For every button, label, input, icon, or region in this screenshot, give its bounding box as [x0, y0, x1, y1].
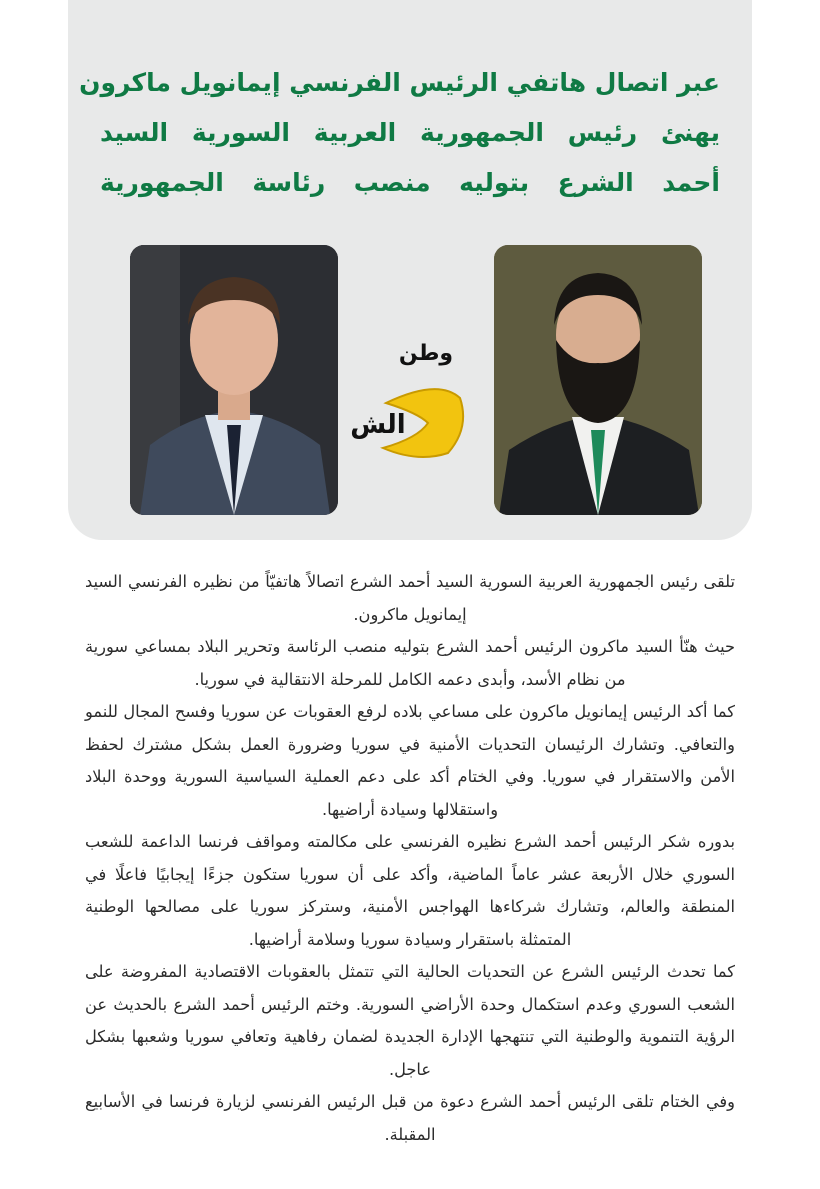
photo-macron: [130, 245, 338, 515]
article-paragraph: تلقى رئيس الجمهورية العربية السورية السيد أحمد الشرع اتصالاً هاتفيّاً من نظيره الفرنسي السيد إيمانويل ماكرون.: [85, 572, 735, 624]
article-paragraph: كما تحدث الرئيس الشرع عن التحديات الحالية التي تتمثل بالعقوبات الاقتصادية المفروضة على الشعب السوري وعدم استكمال وحدة الأراضي السورية. وختم الرئيس أحمد الشرع بالحديث عن الرؤية التنموية والوطنية التي تنتهجها الإدارة الجديدة لضمان رفاهية وتعافي سوريا وشعبها بشكل عاجل.: [85, 962, 735, 1079]
article-paragraph: بدوره شكر الرئيس أحمد الشرع نظيره الفرنسي على مكالمته ومواقف فرنسا الداعمة للشعب السوري خلال الأربعة عشر عاماً الماضية، وأكد على أن سوريا ستكون جزءًا إيجابيًا فاعلًا في المنطقة والعالم، وتشارك شركاءها الهواجس الأمنية، وسترکز سوريا على مصالحها الوطنية المتمثلة باستقرار وسيادة سوريا وسلامة أراضيها.: [85, 832, 735, 949]
article-paragraph: وفي الختام تلقى الرئيس أحمد الشرع دعوة من قبل الرئيس الفرنسي لزيارة فرنسا في الأسابيع المقبلة.: [85, 1092, 735, 1144]
article-body: [85, 566, 735, 1151]
photo-alsharaa: [494, 245, 702, 515]
headline-line: عبر اتصال هاتفي الرئيس الفرنسي إيمانويل ماكرون: [79, 68, 720, 97]
logo-text-main: الش: [350, 410, 406, 440]
headline: [79, 58, 720, 208]
headline-line: يهنئ رئيس الجمهورية العربية السورية السيد: [100, 118, 720, 147]
article-paragraph: حيث هنّأ السيد ماكرون الرئيس أحمد الشرع بتوليه منصب الرئاسة وتحرير البلاد بمساعي سورية من نظام الأسد، وأبدى دعمه الكامل للمرحلة الانتقالية في سوريا.: [85, 637, 735, 689]
article-paragraph: كما أكد الرئيس إيمانويل ماكرون على مساعي بلاده لرفع العقوبات عن سوريا وفسح المجال للنمو والتعافي. وتشارك الرئيسان التحديات الأمنية في سوريا وضرورة العمل بشكل مشترك لحفظ الأمن والاستقرار في سوريا. وفي الختام أكد على دعم العملية السياسية السورية ووحدة البلاد واستقلالها وسيادة أراضيها.: [85, 702, 735, 819]
watan-logo: [348, 338, 473, 468]
logo-text-top: وطن: [398, 341, 454, 366]
headline-line: أحمد الشرع بتوليه منصب رئاسة الجمهورية: [100, 168, 720, 197]
